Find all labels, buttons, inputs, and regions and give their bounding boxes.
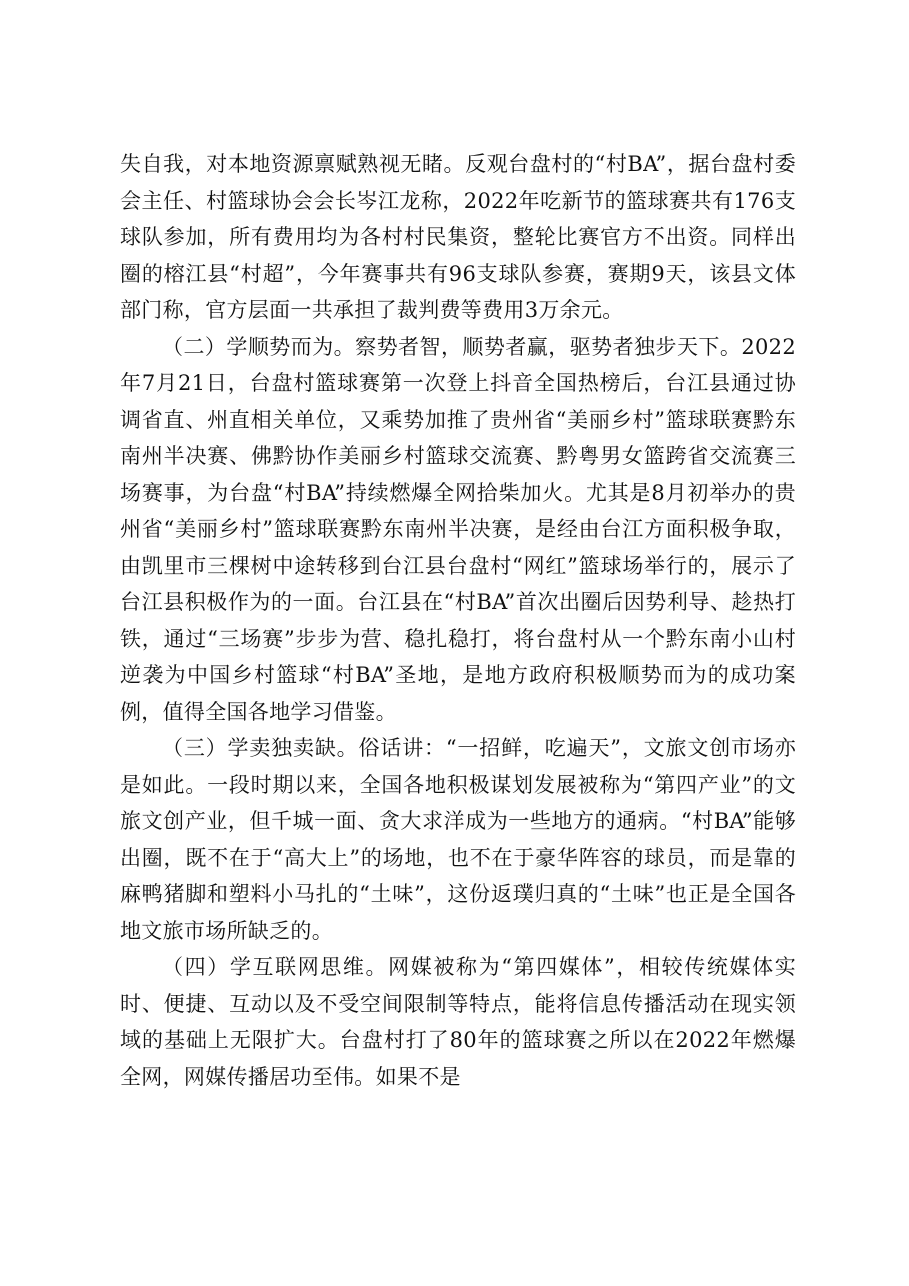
paragraph-section-4-internet-thinking: （四）学互联网思维。网媒被称为“第四媒体”，相较传统媒体实时、便捷、互动以及不受空间限制等特点，能将信息传播活动在现实领域的基础上无限扩大。台盘村打了80年的篮球赛之所以在2022年燃爆全网，网媒传播居功至伟。如果不是 xyxy=(120,955,796,1089)
paragraph-intro-continuation: 失自我，对本地资源禀赋熟视无睹。反观台盘村的“村BA”，据台盘村委会主任、村篮球协会会长岑江龙称，2022年吃新节的篮球赛共有176支球队参加，所有费用均为各村村民集资，整轮比赛官方不出资。同样出圈的榕江县“村超”，今年赛事共有96支球队参赛，赛期9天，该县文体部门称，官方层面一共承担了裁判费等费用3万余元。 xyxy=(120,152,796,322)
paragraph-section-3-unique-selling: （三）学卖独卖缺。俗话讲：“一招鲜，吃遍天”，文旅文创市场亦是如此。一段时期以来，全国各地积极谋划发展被称为“第四产业”的文旅文创产业，但千城一面、贪大求洋成为一些地方的通病。“村BA”能够出圈，既不在于“高大上”的场地，也不在于豪华阵容的球员，而是靠的麻鸭猪脚和塑料小马扎的“土味”，这份返璞归真的“土味”也正是全国各地文旅市场所缺乏的。 xyxy=(120,736,796,943)
paragraph-section-2-follow-trend: （二）学顺势而为。察势者智，顺势者赢，驱势者独步天下。2022年7月21日，台盘村篮球赛第一次登上抖音全国热榜后，台江县通过协调省直、州直相关单位，又乘势加推了贵州省“美丽乡村”篮球联赛黔东南州半决赛、佛黔协作美丽乡村篮球交流赛、黔粤男女篮跨省交流赛三场赛事，为台盘“村BA”持续燃爆全网拾柴加火。尤其是8月初举办的贵州省“美丽乡村”篮球联赛黔东南州半决赛，是经由台江方面积极争取，由凯里市三棵树中途转移到台江县台盘村“网红”篮球场举行的，展示了台江县积极作为的一面。台江县在“村BA”首次出圈后因势利导、趁热打铁，通过“三场赛”步步为营、稳扎稳打，将台盘村从一个黔东南小山村逆袭为中国乡村篮球“村BA”圣地，是地方政府积极顺势而为的成功案例，值得全国各地学习借鉴。 xyxy=(120,334,796,724)
document-body xyxy=(120,146,796,1095)
